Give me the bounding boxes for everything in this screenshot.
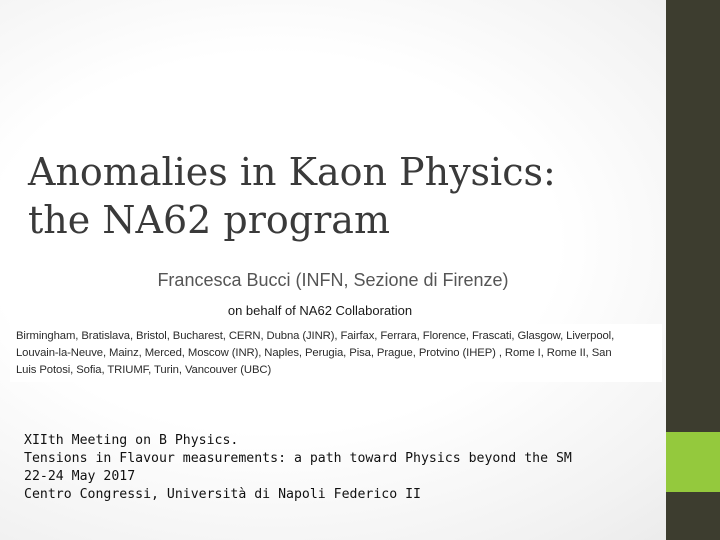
- title-line: the NA62 program: [28, 198, 390, 242]
- institutes-line: Louvain-la-Neuve, Mainz, Merced, Moscow (INR), Naples, Perugia, Pisa, Prague, Protvino (IHEP) , Rome I, Rome II, San: [16, 347, 612, 359]
- title-line: Anomalies in Kaon Physics:: [28, 150, 556, 194]
- meeting-line: Tensions in Flavour measurements: a path toward Physics beyond the SM: [24, 451, 572, 466]
- institutes-line: Luis Potosi, Sofia, TRIUMF, Turin, Vancouver (UBC): [16, 364, 272, 376]
- collaboration-line: on behalf of NA62 Collaboration: [227, 303, 413, 318]
- meeting-line: 22-24 May 2017: [24, 469, 136, 484]
- institutes-list: [10, 324, 662, 382]
- meeting-line: XIIth Meeting on B Physics.: [24, 433, 239, 448]
- slide-title: [28, 148, 648, 244]
- speaker-subtitle: Francesca Bucci (INFN, Sezione di Firenze): [157, 270, 509, 290]
- side-accent-block: [666, 432, 720, 492]
- institutes-line: Birmingham, Bratislava, Bristol, Bucharest, CERN, Dubna (JINR), Fairfax, Ferrara, Florence, Frascati, Glasgow, Liverpool,: [16, 330, 615, 342]
- meeting-info: [24, 432, 660, 504]
- meeting-line: Centro Congressi, Università di Napoli Federico II: [24, 487, 421, 502]
